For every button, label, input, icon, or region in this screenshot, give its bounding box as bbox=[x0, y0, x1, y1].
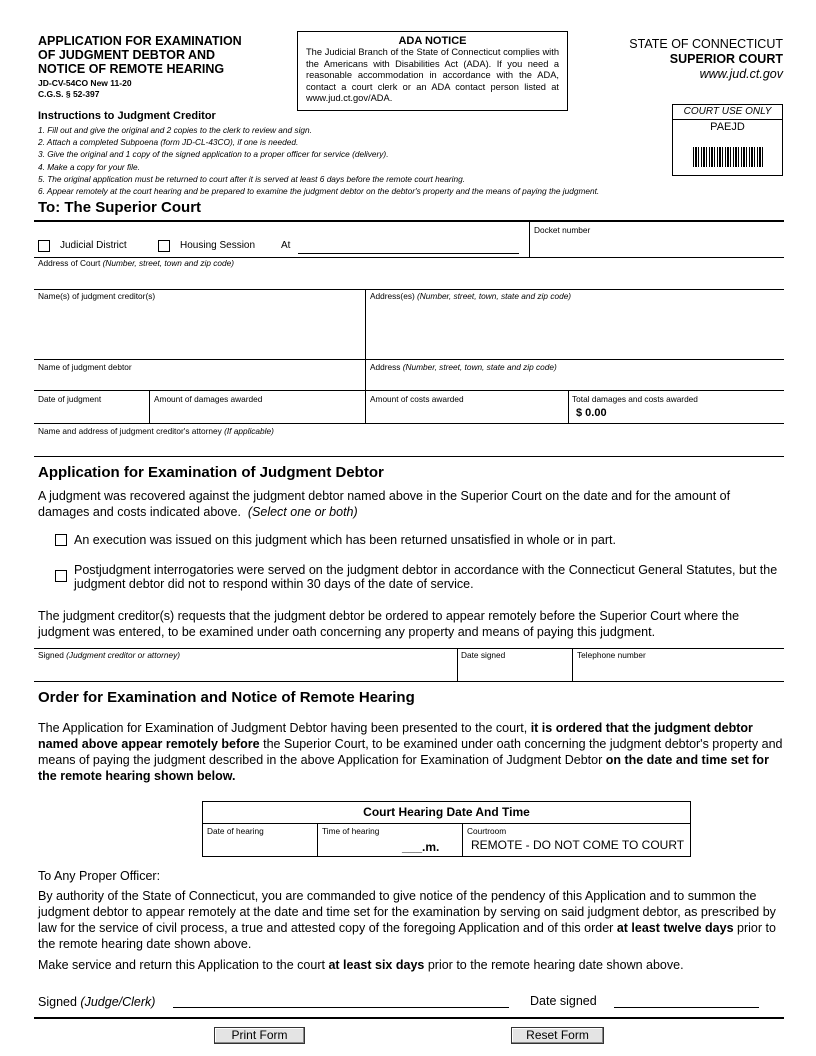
divider bbox=[34, 359, 784, 360]
reset-form-button[interactable]: Reset Form bbox=[511, 1027, 604, 1044]
judicial-district-checkbox[interactable] bbox=[38, 240, 50, 252]
divider bbox=[457, 648, 458, 681]
housing-session-label: Housing Session bbox=[180, 240, 256, 251]
divider bbox=[462, 824, 463, 856]
instruction-item: 1. Fill out and give the original and 2 copies to the clerk to review and sign. bbox=[38, 125, 312, 135]
title-line-3: NOTICE OF REMOTE HEARING bbox=[38, 62, 225, 76]
order-heading: Order for Examination and Notice of Remote Hearing bbox=[38, 689, 415, 706]
creditor-address-label: Address(es) (Number, street, town, state and zip code) bbox=[370, 291, 572, 301]
time-of-hearing-label: Time of hearing bbox=[322, 826, 380, 836]
officer-salutation: To Any Proper Officer: bbox=[38, 869, 161, 883]
divider bbox=[34, 456, 784, 457]
statute: C.G.S. § 52-397 bbox=[38, 89, 100, 99]
court-name: SUPERIOR COURT bbox=[669, 52, 783, 66]
time-suffix[interactable]: ___.m. bbox=[402, 840, 440, 854]
application-intro: A judgment was recovered against the judgment debtor named above in the Superior Court on the date and for the amount of damages and costs indicated above. (Select one or both) bbox=[38, 489, 731, 519]
courtroom-label: Courtroom bbox=[467, 826, 507, 836]
execution-checkbox[interactable] bbox=[55, 534, 67, 546]
divider bbox=[34, 423, 784, 424]
telephone-label: Telephone number bbox=[577, 650, 646, 660]
judge-signature-line[interactable] bbox=[173, 1007, 509, 1008]
divider bbox=[34, 648, 784, 649]
divider bbox=[34, 289, 784, 290]
state-block bbox=[629, 37, 783, 82]
divider bbox=[317, 824, 318, 856]
divider bbox=[34, 220, 784, 222]
housing-session-checkbox[interactable] bbox=[158, 240, 170, 252]
date-of-hearing-label: Date of hearing bbox=[207, 826, 264, 836]
courtroom-value: REMOTE - DO NOT COME TO COURT bbox=[471, 838, 685, 852]
application-request: The judgment creditor(s) requests that the judgment debtor be ordered to appear remotely before the Superior Court where the judgment was entered, to be examined under oath concerning any property and means of paying this judgment. bbox=[38, 609, 740, 639]
judicial-district-label: Judicial District bbox=[60, 240, 127, 251]
website: www.jud.ct.gov bbox=[699, 67, 783, 81]
docket-label: Docket number bbox=[534, 225, 591, 235]
ada-text: The Judicial Branch of the State of Connecticut complies with the Americans with Disabilities Act (ADA). If you need a reasonable accommodation in accordance with the ADA, contact a court clerk or an ADA contact person listed at www.jud.ct.gov/ADA. bbox=[306, 47, 559, 103]
state-name: STATE OF CONNECTICUT bbox=[629, 37, 783, 51]
court-use-code: PAEJD bbox=[710, 121, 745, 133]
judge-signed-label: Signed (Judge/Clerk) bbox=[38, 995, 156, 1009]
divider bbox=[149, 390, 150, 423]
return-paragraph: Make service and return this Application to the court at least six days prior to the remote hearing date shown above. bbox=[38, 958, 684, 972]
instructions-list bbox=[38, 124, 599, 197]
total-label: Total damages and costs awarded bbox=[572, 394, 698, 404]
court-location-input[interactable] bbox=[298, 253, 519, 254]
court-use-label: COURT USE ONLY bbox=[673, 105, 782, 120]
judge-date-line[interactable] bbox=[614, 1007, 759, 1008]
form-number: JD-CV-54CO New 11-20 bbox=[38, 78, 132, 88]
court-use-box bbox=[672, 104, 783, 176]
instruction-item: 2. Attach a completed Subpoena (form JD-CL-43CO), if one is needed. bbox=[38, 137, 299, 148]
applicant-signed-label: Signed (Judgment creditor or attorney) bbox=[38, 650, 181, 660]
instruction-item: 4. Make a copy for your file. bbox=[38, 161, 140, 172]
date-of-judgment-label: Date of judgment bbox=[38, 394, 102, 404]
divider bbox=[34, 681, 784, 682]
option-execution: An execution was issued on this judgment which has been returned unsatisfied in whole or in part. bbox=[74, 533, 616, 547]
form-title bbox=[38, 34, 288, 100]
creditor-names-label: Name(s) of judgment creditor(s) bbox=[38, 291, 156, 301]
instruction-item: 3. Give the original and 1 copy of the signed application to a proper officer for service (delivery). bbox=[38, 149, 389, 160]
print-form-button[interactable]: Print Form bbox=[214, 1027, 305, 1044]
court-address-label: Address of Court (Number, street, town and zip code) bbox=[38, 258, 235, 268]
divider bbox=[34, 390, 784, 391]
interrogatories-checkbox[interactable] bbox=[55, 570, 67, 582]
barcode-icon bbox=[693, 147, 763, 167]
hearing-box bbox=[202, 801, 691, 857]
application-heading: Application for Examination of Judgment Debtor bbox=[38, 464, 384, 481]
authority-paragraph: By authority of the State of Connecticut, you are commanded to give notice of the pendency of this Application and to summon the judgment debtor to appear remotely at the date and time set for the examination by serving on said judgment debtor, as prescribed by law for the service of civil process, a true and attested copy of the foregoing Application and of this order at least twelve days prior to the remote hearing date shown above. bbox=[38, 889, 776, 951]
applicant-date-label: Date signed bbox=[461, 650, 506, 660]
at-label: At bbox=[281, 240, 291, 251]
to-court-heading: To: The Superior Court bbox=[38, 199, 202, 216]
ada-title: ADA NOTICE bbox=[398, 35, 467, 47]
debtor-name-label: Name of judgment debtor bbox=[38, 362, 132, 372]
damages-label: Amount of damages awarded bbox=[154, 394, 263, 404]
attorney-label: Name and address of judgment creditor's attorney (If applicable) bbox=[38, 426, 274, 436]
judge-date-label: Date signed bbox=[530, 994, 597, 1008]
hearing-title: Court Hearing Date And Time bbox=[203, 802, 690, 824]
order-paragraph: The Application for Examination of Judgment Debtor having been presented to the court, it is ordered that the judgment debtor named above appear remotely before the Superior Court, to be examined under oath concerning the judgment debtor's property and means of paying the judgment described in the above Application for Examination of Judgment Debtor on the date and time set for the remote hearing shown below. bbox=[38, 721, 783, 783]
total-value[interactable]: $ 0.00 bbox=[576, 407, 607, 419]
divider bbox=[365, 289, 366, 423]
title-line-1: APPLICATION FOR EXAMINATION bbox=[38, 34, 242, 48]
divider bbox=[568, 390, 569, 423]
instruction-item: 6. Appear remotely at the court hearing and be prepared to examine the judgment debtor on the debtor's property and the means of paying the judgment. bbox=[38, 186, 600, 197]
instruction-item: 5. The original application must be returned to court after it is served at least 6 days before the remote court hearing. bbox=[38, 173, 466, 184]
instructions-title: Instructions to Judgment Creditor bbox=[38, 110, 216, 122]
debtor-address-label: Address (Number, street, town, state and zip code) bbox=[370, 362, 557, 372]
costs-label: Amount of costs awarded bbox=[370, 394, 464, 404]
divider bbox=[34, 1017, 784, 1019]
ada-notice bbox=[297, 31, 568, 111]
option-interrogatories: Postjudgment interrogatories were served on the judgment debtor in accordance with the Connecticut General Statutes, but the judgment debtor did not to respond within 30 days of the date of service. bbox=[74, 563, 778, 591]
title-line-2: OF JUDGMENT DEBTOR AND bbox=[38, 48, 216, 62]
divider bbox=[529, 222, 530, 258]
divider bbox=[572, 648, 573, 681]
